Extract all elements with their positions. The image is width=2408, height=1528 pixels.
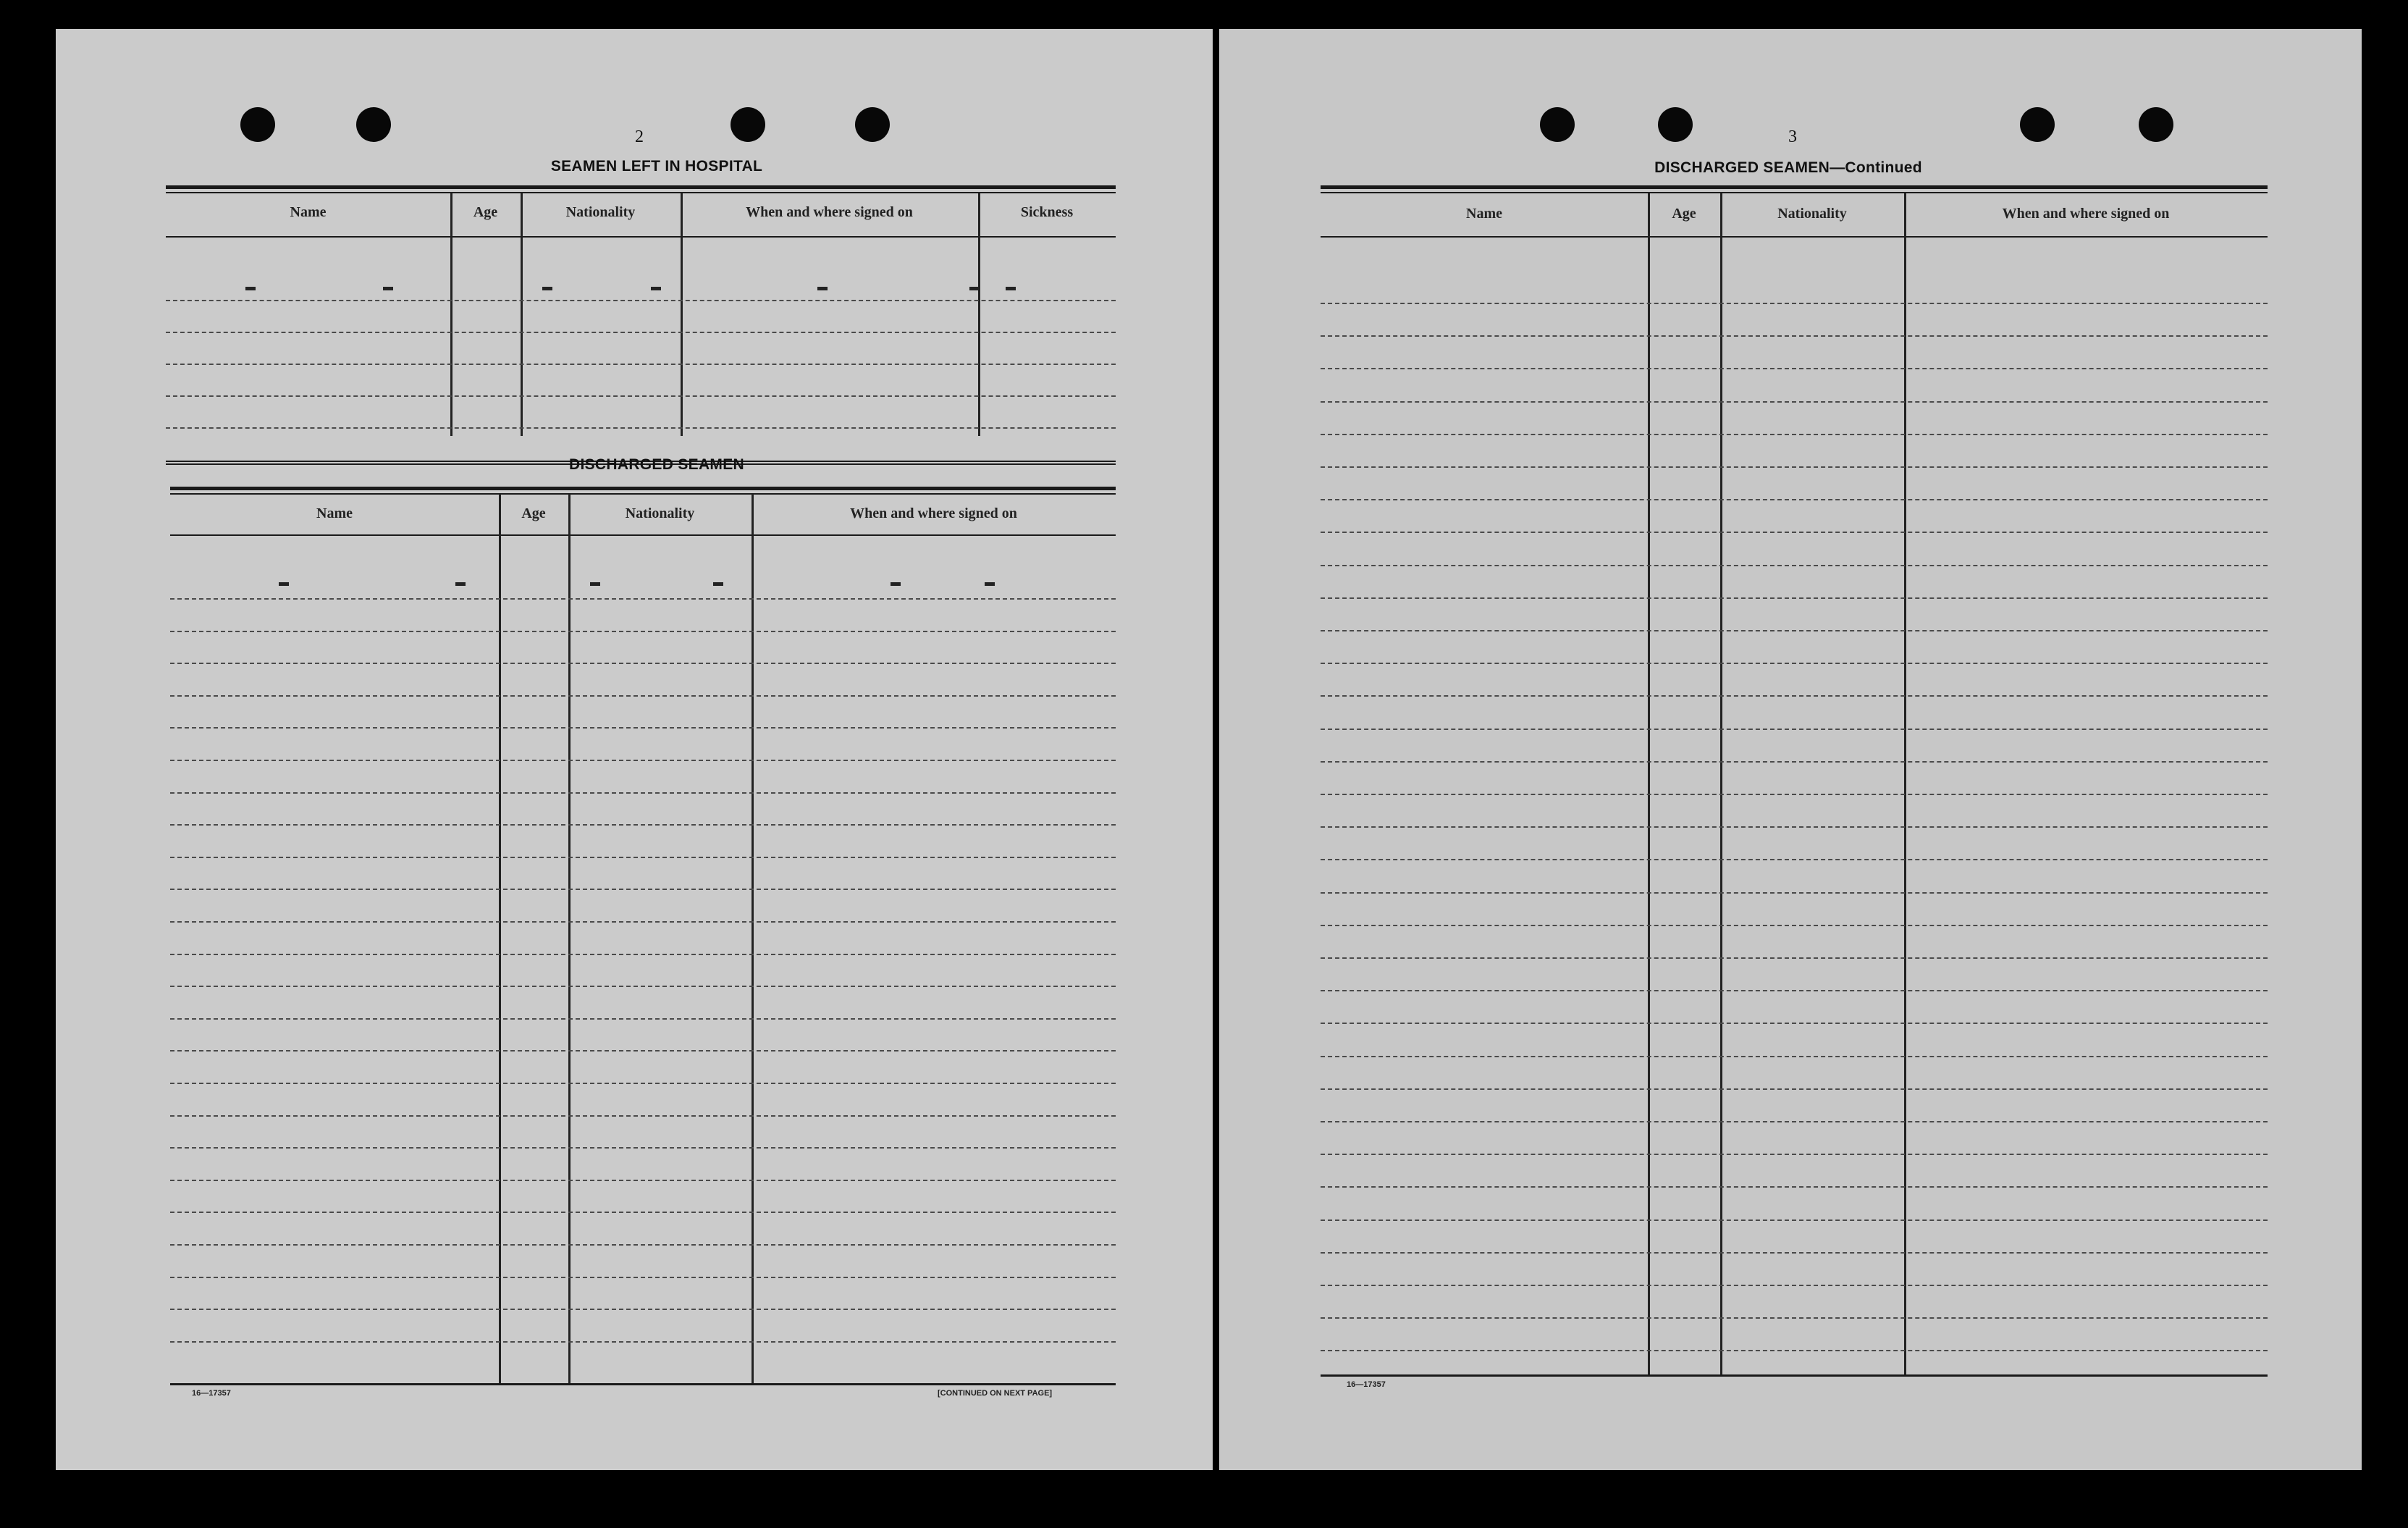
- ruled-line: [170, 598, 1116, 600]
- ditto-mark: [542, 287, 552, 290]
- ditto-mark: [1006, 287, 1016, 290]
- page-number: 2: [635, 127, 644, 146]
- punch-hole: [240, 107, 275, 142]
- col-header-signed-on: When and where signed on: [746, 204, 913, 220]
- ruled-line: [170, 760, 1116, 761]
- ruled-line: [1321, 729, 2268, 730]
- discharged-table: [170, 487, 1116, 1385]
- section-title-hospital: SEAMEN LEFT IN HOSPITAL: [550, 158, 763, 175]
- ditto-mark: [383, 287, 393, 290]
- ruled-line: [166, 364, 1116, 365]
- punch-hole: [1658, 107, 1693, 142]
- ruled-line: [170, 954, 1116, 955]
- punch-hole: [356, 107, 391, 142]
- ditto-mark: [969, 287, 980, 290]
- left-page: [56, 29, 1213, 1470]
- ruled-line: [170, 1147, 1116, 1149]
- ruled-line: [1321, 1220, 2268, 1221]
- col-header-nationality: Nationality: [1777, 206, 1847, 222]
- ruled-line: [1321, 335, 2268, 337]
- punch-hole: [731, 107, 765, 142]
- col-header-name: Name: [1466, 206, 1502, 222]
- ruled-line: [166, 427, 1116, 429]
- punch-hole: [2020, 107, 2055, 142]
- ruled-line: [170, 792, 1116, 794]
- section-title-discharged-continued: DISCHARGED SEAMEN—Continued: [1654, 159, 1922, 176]
- ruled-line: [170, 1083, 1116, 1084]
- ruled-line: [170, 921, 1116, 923]
- ruled-line: [1321, 990, 2268, 991]
- ruled-line: [170, 986, 1116, 987]
- col-header-name: Name: [316, 505, 353, 521]
- discharged-continued-table: [1321, 185, 2268, 1376]
- ruled-line: [170, 1115, 1116, 1117]
- ditto-mark: [245, 287, 256, 290]
- ruled-line: [170, 1018, 1116, 1020]
- ruled-line: [1321, 303, 2268, 304]
- punch-hole: [1540, 107, 1575, 142]
- col-header-age: Age: [521, 505, 546, 521]
- ruled-line: [1321, 368, 2268, 369]
- ruled-line: [170, 889, 1116, 890]
- ruled-line: [170, 1277, 1116, 1278]
- ruled-line: [1321, 1350, 2268, 1351]
- col-header-name: Name: [290, 204, 327, 220]
- ruled-line: [1321, 434, 2268, 435]
- ruled-line: [170, 695, 1116, 697]
- ruled-line: [1321, 957, 2268, 959]
- col-header-age: Age: [473, 204, 498, 220]
- ruled-line: [170, 727, 1116, 729]
- col-header-nationality: Nationality: [565, 204, 636, 220]
- ruled-line: [1321, 695, 2268, 697]
- ruled-line: [170, 631, 1116, 632]
- ruled-line: [1321, 826, 2268, 828]
- ruled-line: [1321, 892, 2268, 894]
- punch-hole: [855, 107, 890, 142]
- hospital-table: [166, 185, 1116, 465]
- ruled-line: [1321, 499, 2268, 500]
- col-header-age: Age: [1672, 206, 1696, 222]
- col-header-sickness: Sickness: [1020, 204, 1074, 220]
- ruled-line: [1321, 761, 2268, 763]
- ruled-line: [166, 395, 1116, 397]
- right-page: [1219, 29, 2362, 1470]
- ruled-line: [1321, 1186, 2268, 1188]
- ditto-mark: [985, 582, 995, 586]
- punch-hole: [2139, 107, 2173, 142]
- col-header-signed-on: When and where signed on: [850, 505, 1017, 521]
- ruled-line: [170, 663, 1116, 664]
- ruled-line: [1321, 925, 2268, 926]
- ruled-line: [1321, 663, 2268, 664]
- ruled-line: [170, 1309, 1116, 1310]
- ruled-line: [170, 1050, 1116, 1051]
- ruled-line: [170, 1244, 1116, 1246]
- form-number: 16—17357: [1347, 1380, 1386, 1389]
- ruled-line: [1321, 466, 2268, 468]
- ruled-line: [1321, 1088, 2268, 1090]
- ruled-line: [170, 857, 1116, 858]
- ruled-line: [170, 1212, 1116, 1213]
- ruled-line: [1321, 565, 2268, 566]
- form-number: 16—17357: [192, 1389, 231, 1398]
- ruled-line: [1321, 630, 2268, 631]
- col-header-signed-on: When and where signed on: [2002, 206, 2170, 222]
- ditto-mark: [651, 287, 661, 290]
- continued-note: [CONTINUED ON NEXT PAGE]: [938, 1389, 1053, 1398]
- ruled-line: [1321, 794, 2268, 795]
- col-header-nationality: Nationality: [625, 505, 695, 521]
- ruled-line: [1321, 532, 2268, 533]
- ruled-line: [1321, 401, 2268, 403]
- ruled-line: [1321, 1121, 2268, 1122]
- ruled-line: [170, 1341, 1116, 1343]
- ditto-mark: [590, 582, 600, 586]
- section-title-discharged: DISCHARGED SEAMEN: [569, 456, 744, 473]
- ruled-line: [1321, 1023, 2268, 1024]
- ruled-line: [1321, 1317, 2268, 1319]
- ruled-line: [1321, 1056, 2268, 1057]
- ruled-line: [1321, 1285, 2268, 1286]
- ruled-line: [170, 824, 1116, 826]
- ruled-line: [1321, 597, 2268, 599]
- ruled-line: [170, 1180, 1116, 1181]
- ruled-line: [1321, 1252, 2268, 1254]
- ruled-line: [166, 332, 1116, 333]
- ditto-mark: [455, 582, 466, 586]
- ruled-line: [1321, 859, 2268, 860]
- ditto-mark: [279, 582, 289, 586]
- page-number: 3: [1788, 127, 1797, 146]
- ditto-mark: [891, 582, 901, 586]
- ruled-line: [1321, 1154, 2268, 1155]
- ruled-line: [166, 300, 1116, 301]
- ditto-mark: [713, 582, 723, 586]
- ditto-mark: [817, 287, 828, 290]
